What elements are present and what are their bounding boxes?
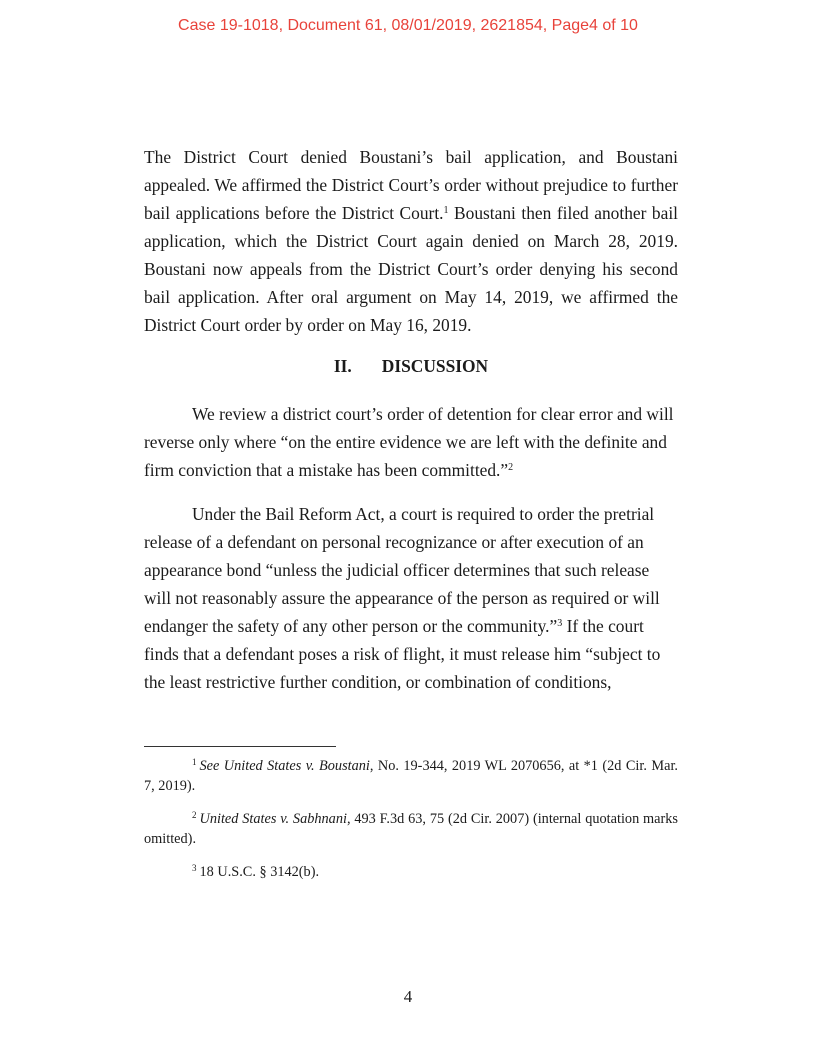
- paragraph-text: Under the Bail Reform Act, a court is required to order the pretrial release of a defendant on personal recognizance or after execution of an appearance bond “unless the judicial officer determines that such release will not reasonably assure the appearance of the person as required or will endanger the safety of any other person or the community.”: [144, 504, 660, 636]
- footnote-ref-3[interactable]: 3: [557, 618, 563, 629]
- page-number: 4: [403, 987, 413, 1006]
- section-title: DISCUSSION: [381, 356, 489, 376]
- paragraph-text: If the court finds that a defendant poses a risk of flight, it must release him “subject to the least restrictive further condition, or combination of conditions,: [144, 616, 661, 692]
- footnote-ref-1[interactable]: 1: [443, 205, 449, 216]
- footnote-1: [144, 756, 678, 796]
- footnote-2: [144, 809, 678, 849]
- footnote-number: 2: [192, 810, 197, 820]
- section-heading: [144, 356, 678, 377]
- paragraph-text: We review a district court’s order of detention for clear error and will reverse only where “on the entire evidence we are left with the definite and firm conviction that a mistake has been committed.”: [144, 404, 674, 480]
- paragraph-text: Boustani then filed another bail application, which the District Court again denied on March 28, 2019. Boustani now appeals from the District Court’s order denying his second bail application. After oral argument on May 14, 2019, we affirmed the District Court order by order on May 16, 2019.: [144, 203, 678, 335]
- section-number: II.: [333, 356, 352, 376]
- case-citation: United States v. Sabhnani: [199, 811, 347, 827]
- footnote-divider: [144, 746, 336, 747]
- case-citation: See United States v. Boustani: [199, 758, 370, 774]
- citation-details: , 493 F.3d 63, 75 (2d Cir. 2007) (internal quotation marks omitted).: [144, 811, 678, 847]
- paragraph-bail-reform-act: [144, 500, 678, 696]
- footnote-number: 3: [192, 863, 197, 873]
- footnote-number: 1: [192, 757, 197, 767]
- case-header-stamp: Case 19-1018, Document 61, 08/01/2019, 2621854, Page4 of 10: [178, 17, 638, 34]
- citation-details: , No. 19-344, 2019 WL 2070656, at *1 (2d Cir. Mar. 7, 2019).: [144, 758, 678, 794]
- footnote-3: [144, 862, 678, 882]
- paragraph-text: The District Court denied Boustani’s bail application, and Boustani appealed. We affirmed the District Court’s order without prejudice to further bail applications before the District Court.: [144, 147, 678, 223]
- footnote-ref-2[interactable]: 2: [508, 462, 514, 473]
- citation-details: 18 U.S.C. § 3142(b).: [199, 864, 320, 880]
- paragraph-standard-of-review: [144, 400, 678, 484]
- paragraph-procedural-history: [144, 143, 678, 339]
